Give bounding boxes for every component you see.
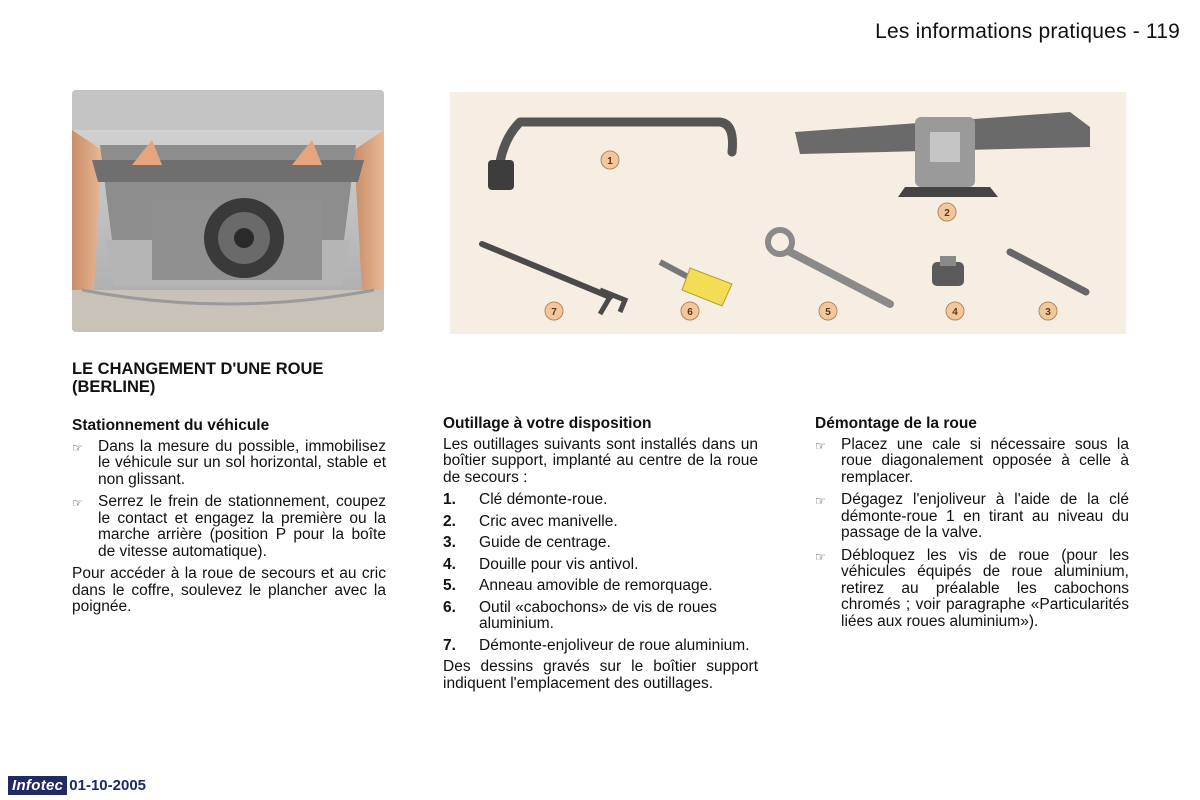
tools-heading: Outillage à votre disposition bbox=[443, 415, 652, 432]
tool-number-2-badge bbox=[938, 203, 956, 221]
bullet-text: Débloquez les vis de roue (pour les véhicules équipés de roue aluminium, retirez au préalable les cabochons chromés ; voir paragraphe «Particularités liées aux roues aluminium»). bbox=[841, 546, 1129, 630]
item-number: 6. bbox=[443, 598, 456, 616]
pointing-hand-icon: ☞ bbox=[72, 440, 83, 455]
item-text: Guide de centrage. bbox=[479, 534, 611, 551]
item-number: 7. bbox=[443, 636, 456, 654]
tool-number-6: 6 bbox=[687, 307, 693, 318]
footer-date: 01-10-2005 bbox=[69, 777, 147, 794]
list-item bbox=[815, 548, 1129, 631]
removal-heading: Démontage de la roue bbox=[815, 415, 977, 432]
item-number: 2. bbox=[443, 512, 456, 530]
tool-number-4: 4 bbox=[952, 307, 958, 318]
column-tools bbox=[443, 416, 758, 698]
tools-outro: Des dessins gravés sur le boîtier support indiquent l'emplacement des outillages. bbox=[443, 658, 758, 692]
list-item bbox=[443, 578, 758, 595]
bullet-text: Dans la mesure du possible, immobilisez le véhicule sur un sol horizontal, stable et non glissant. bbox=[98, 437, 386, 488]
item-text: Démonte-enjoliveur de roue aluminium. bbox=[479, 636, 750, 654]
item-text: Cric avec manivelle. bbox=[479, 512, 618, 530]
footer bbox=[8, 776, 146, 795]
item-number: 5. bbox=[443, 577, 456, 594]
footer-brand: Infotec bbox=[8, 776, 67, 795]
tool-number-1: 1 bbox=[607, 156, 613, 167]
list-item bbox=[443, 638, 758, 655]
bullet-text: Placez une cale si nécessaire sous la roue diagonalement opposée à celle à remplacer. bbox=[841, 435, 1129, 486]
tool-number-5: 5 bbox=[825, 307, 831, 318]
centering-guide-icon bbox=[1010, 252, 1086, 292]
jack-icon bbox=[795, 112, 1090, 197]
item-text: Outil «cabochons» de vis de roues aluminium. bbox=[479, 598, 717, 632]
list-item bbox=[443, 514, 758, 531]
socket-icon bbox=[932, 256, 964, 286]
item-text: Douille pour vis antivol. bbox=[479, 555, 639, 573]
list-item bbox=[72, 494, 386, 560]
bullet-text: Serrez le frein de stationnement, coupez le contact et engagez la première ou la marche arrière (position P pour la boîte de vitesse automatique). bbox=[98, 493, 386, 560]
tool-number-3: 3 bbox=[1045, 307, 1051, 318]
towing-eye-icon bbox=[768, 230, 890, 304]
tool-number-3-badge bbox=[1039, 302, 1057, 320]
pointing-hand-icon: ☞ bbox=[815, 549, 826, 564]
parking-heading: Stationnement du véhicule bbox=[72, 417, 270, 434]
pointing-hand-icon: ☞ bbox=[815, 494, 826, 508]
pointing-hand-icon: ☞ bbox=[72, 496, 83, 510]
item-number: 4. bbox=[443, 555, 456, 573]
tool-number-7-badge bbox=[545, 302, 563, 320]
item-number: 1. bbox=[443, 491, 456, 508]
tool-number-4-badge bbox=[946, 302, 964, 320]
item-text: Clé démonte-roue. bbox=[479, 491, 608, 508]
list-item bbox=[443, 557, 758, 574]
tool-number-6-badge bbox=[681, 302, 699, 320]
tool-number-1-badge bbox=[601, 151, 619, 169]
list-item bbox=[72, 439, 386, 489]
tool-number-7: 7 bbox=[551, 307, 557, 318]
column-removal bbox=[815, 416, 1129, 636]
list-item bbox=[443, 600, 758, 633]
list-item bbox=[815, 492, 1129, 542]
column-parking bbox=[72, 418, 386, 622]
tools-illustration bbox=[450, 92, 1126, 334]
tools-intro: Les outillages suivants sont installés dans un boîtier support, implanté au centre de la roue de secours : bbox=[443, 435, 758, 486]
tool-number-2: 2 bbox=[944, 208, 950, 219]
list-item bbox=[815, 437, 1129, 487]
cap-tool-icon bbox=[660, 262, 732, 306]
pointing-hand-icon: ☞ bbox=[815, 438, 826, 453]
section-title: LE CHANGEMENT D'UNE ROUE (BERLINE) bbox=[72, 360, 324, 396]
page-header: Les informations pratiques - 119 bbox=[875, 20, 1180, 43]
bullet-text: Dégagez l'enjoliveur à l'aide de la clé démonte-roue 1 en tirant au niveau du passage de la valve. bbox=[841, 491, 1129, 541]
trunk-photo bbox=[72, 90, 384, 332]
list-item bbox=[443, 535, 758, 552]
tool-number-5-badge bbox=[819, 302, 837, 320]
access-paragraph: Pour accéder à la roue de secours et au cric dans le coffre, soulevez le plancher avec la poignée. bbox=[72, 565, 386, 615]
item-text: Anneau amovible de remorquage. bbox=[479, 577, 713, 594]
item-number: 3. bbox=[443, 534, 456, 551]
list-item bbox=[443, 492, 758, 509]
